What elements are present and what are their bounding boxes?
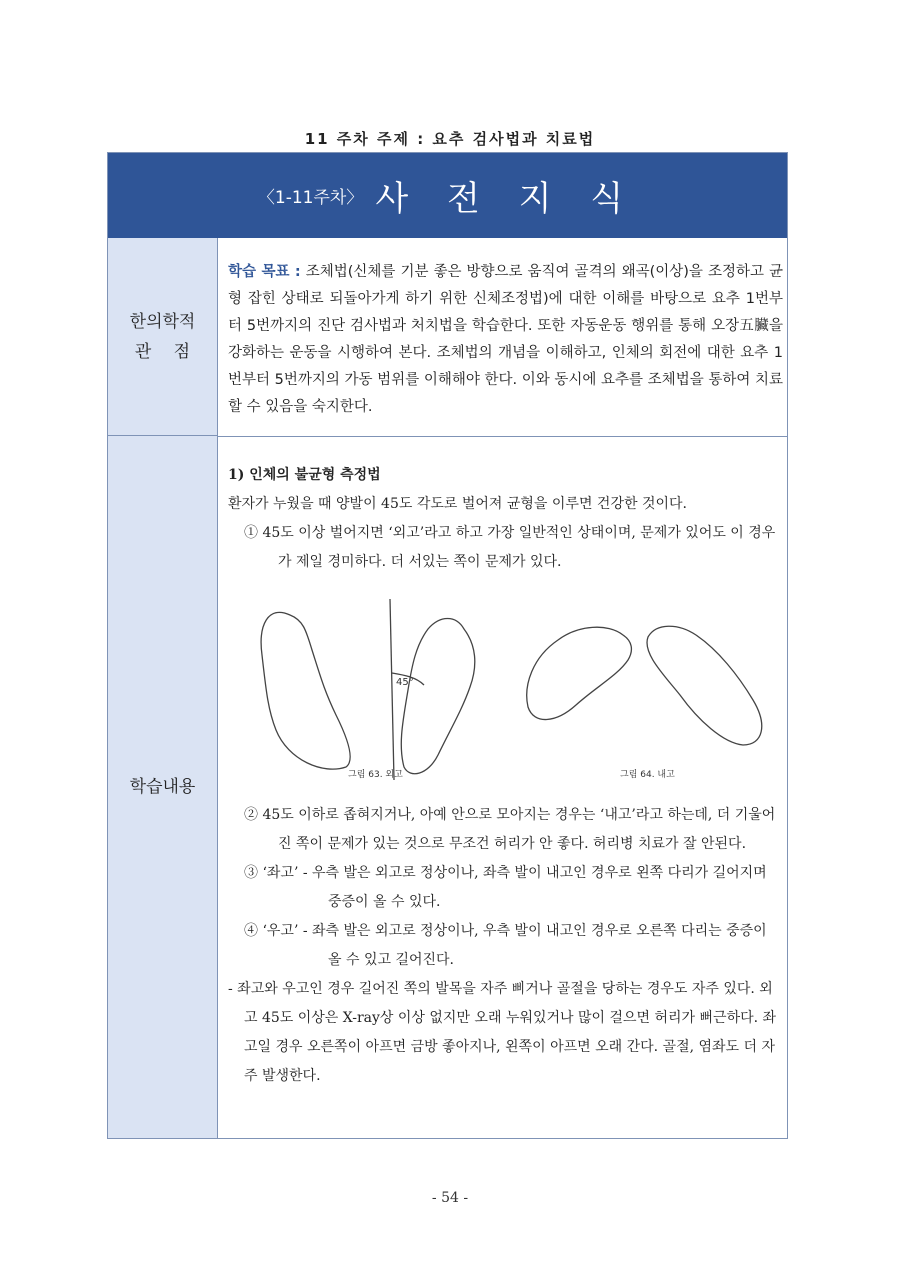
angle-label: 45°: [396, 677, 414, 688]
list-item-3: ③ ‘좌고’ - 우측 발은 외고로 정상이나, 좌측 발이 내고인 경우로 왼쪽 다리가 길어지며 중증이 올 수 있다.: [244, 865, 767, 910]
figure-63-caption: 그림 63. 외고: [348, 770, 403, 780]
learning-content-continued: [228, 801, 784, 1091]
row2-label: 학습내용: [108, 436, 218, 1138]
left-foot-outline-1: [261, 612, 350, 769]
learning-content: [228, 461, 784, 577]
learning-goal-text: 조체법(신체를 기분 좋은 방향으로 움직여 골격의 왜곡(이상)을 조정하고 균형 잡힌 상태로 되돌아가게 하기 위한 신체조정법)에 대한 이해를 바탕으로 요추 1번부터 5번까지의 진단 검사법과 처치법을 학습한다. 또한 자동운동 행위를 통해 오장五臟을 강화하는 운동을 시행하여 본다. 조체법의 개념을 이해하고, 인체의 회전에 대한 요추 1번부터 5번까지의 가동 범위를 이해해야 한다. 이와 동시에 요추를 조체법을 통하여 치료할 수 있음을 숙지한다.: [228, 264, 783, 415]
intro-text: 환자가 누웠을 때 양발이 45도 각도로 벌어져 균형을 이루면 건강한 것이다.: [228, 496, 687, 512]
list-item-4: ④ ‘우고’ - 좌측 발은 외고로 정상이나, 우측 발이 내고인 경우로 오른쪽 다리는 중증이 올 수 있고 길어진다.: [244, 923, 767, 968]
list-item-1: ① 45도 이상 벌어지면 ‘외고’라고 하고 가장 일반적인 상태이며, 문제가 있어도 이 경우가 제일 경미하다. 더 서있는 쪽이 문제가 있다.: [244, 525, 776, 570]
row1-label-line1: 한의학적: [129, 311, 196, 332]
learning-goal: [228, 259, 783, 421]
section-heading: 1) 인체의 불균형 측정법: [228, 467, 381, 483]
page-title: 11 주차 주제 : 요추 검사법과 치료법: [304, 130, 596, 148]
reference-line: [390, 599, 394, 780]
foot-outlines-figure: [228, 595, 784, 785]
learning-goal-label: 학습 목표 :: [228, 264, 301, 280]
list-item-2: ② 45도 이하로 좁혀지거나, 아예 안으로 모아지는 경우는 ‘내고’라고 하는데, 더 기울어진 쪽이 문제가 있는 것으로 무조건 허리가 안 좋다. 허리병 치료가 잘 안된다.: [244, 807, 776, 852]
banner-subtitle: 〈1-11주차〉: [257, 188, 364, 208]
figure-area: [228, 595, 784, 785]
content-table: [107, 152, 788, 1139]
right-foot-outline-1: [401, 619, 475, 774]
banner: [108, 153, 787, 238]
row1-label: [108, 238, 218, 436]
page-number: - 54 -: [431, 1190, 469, 1206]
row1-label-line2: 관 점: [134, 341, 191, 362]
note-text: - 좌고와 우고인 경우 길어진 쪽의 발목을 자주 삐거나 골절을 당하는 경우도 자주 있다. 외고 45도 이상은 X-ray상 이상 없지만 오래 누워있거나 많이 걸으면 허리가 뻐근하다. 좌고일 경우 오른쪽이 아프면 금방 좋아지나, 왼쪽이 아프면 오래 간다. 골절, 염좌도 더 자주 발생한다.: [228, 981, 777, 1084]
figure-64-caption: 그림 64. 내고: [620, 770, 675, 780]
banner-title: 사 전 지 식: [375, 179, 638, 219]
right-foot-outline-2: [647, 626, 762, 745]
left-foot-outline-2: [527, 627, 632, 719]
